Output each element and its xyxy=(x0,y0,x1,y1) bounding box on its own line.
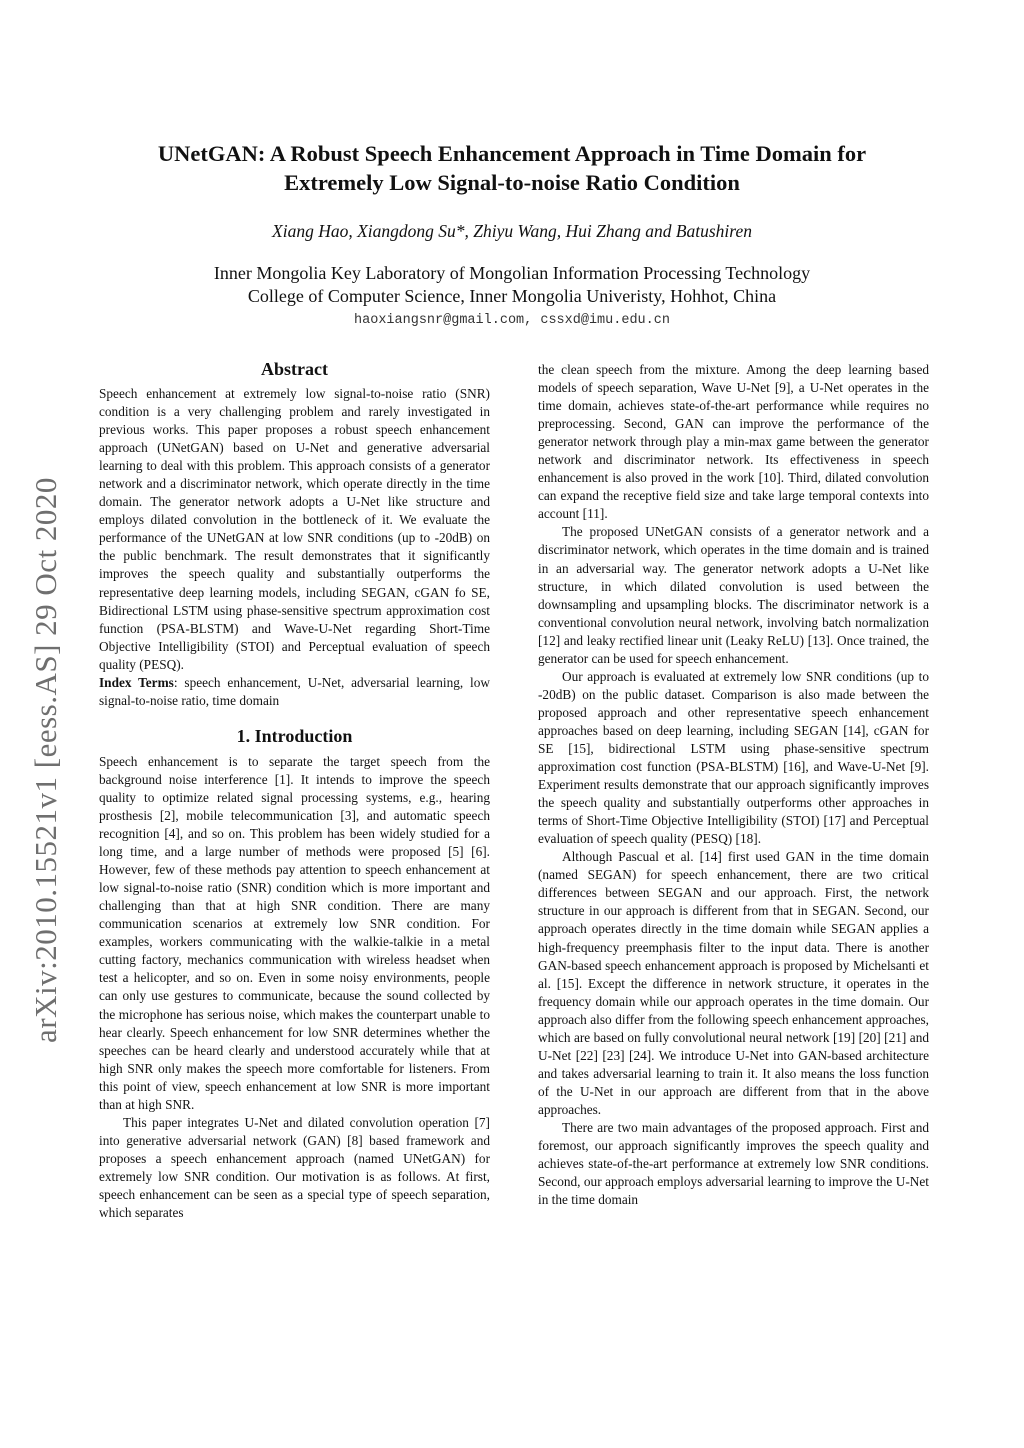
index-terms xyxy=(99,674,490,710)
right-paragraph-5: There are two main advantages of the proposed approach. First and foremost, our approach significantly improves the speech quality and achieves state-of-the-art performance at extremely low SNR conditions. Second, our approach employs adversarial learning to improve the U-Net in the time domain xyxy=(538,1119,929,1208)
abstract-heading: Abstract xyxy=(261,359,328,379)
right-column xyxy=(538,361,929,1209)
intro-paragraph-1: Speech enhancement is to separate the target speech from the background noise interference [1]. It intends to improve the speech quality to optimize related signal processing systems, e.g., hearing prosthesis [2], mobile telecommunication [3], and automatic speech recognition [4], and so on. This problem has been widely studied for a long time, and a large number of methods were proposed [5] [6]. However, few of these methods pay attention to speech enhancement at low signal-to-noise ratio (SNR) condition which is more important and challenging than that at high SNR condition. There are many communication scenarios at extremely low SNR condition. For examples, workers communicating with the walkie-talkie in a metal cutting factory, mechanics communication with wireless headset when test a helicopter, and so on. Even in some noisy environments, people can only use gestures to communicate, because the sound collected by the microphone has serious noise, which makes the counterpart unable to hear clearly. Speech enhancement for low SNR determines whether the speeches can be heard clearly and understood accurately while that at high SNR only makes the speech more comfortable for listeners. From this point of view, speech enhancement at low SNR is more important than at high SNR. xyxy=(99,753,490,1112)
intro-paragraph-2: This paper integrates U-Net and dilated convolution operation [7] into generative adversarial network (GAN) [8] based framework and proposes a speech enhancement approach (named UNetGAN) for extremely low SNR condition. Our motivation is as follows. At first, speech enhancement can be seen as a special type of speech separation, which separates xyxy=(99,1114,490,1221)
right-paragraph-2: The proposed UNetGAN consists of a generator network and a discriminator network, which operates in the time domain and is trained in an adversarial way. The generator network adopts a U-Net like structure, in which dilated convolution is used between the downsampling and upsampling blocks. The discriminator network is a conventional convolution neural network, involving batch normalization [12] and leaky rectified linear unit (Leaky ReLU) [13]. Once trained, the generator can be used for speech enhancement. xyxy=(538,524,929,666)
affiliation-line-1: Inner Mongolia Key Laboratory of Mongolian Information Processing Technology xyxy=(213,263,811,283)
index-terms-label: Index Terms xyxy=(99,674,174,690)
right-paragraph-4: Although Pascual et al. [14] first used GAN in the time domain (named SEGAN) for speech enhancement, there are two critical differences between SEGAN and our approach. First, the network structure in our approach is different from that in SEGAN. Second, our approach operates directly in the time domain while SEGAN applies a high-frequency preemphasis filter to the input data. There is another GAN-based speech enhancement approach is proposed by Michelsanti et al. [15]. Except the difference in network structure, it operates in the frequency domain while our approach operates in the time domain. Our approach also differ from the following speech enhancement approaches, which are based on fully convolutional neural network [19] [20] [21] and U-Net [22] [23] [24]. We introduce U-Net into GAN-based architecture and takes adversarial learning to train it. It also means the loss function of the U-Net in our approach are different from that in the above approaches. xyxy=(538,849,929,1117)
index-terms-text: : speech enhancement, U-Net, adversarial learning, low signal-to-noise ratio, time domain xyxy=(99,674,490,708)
right-paragraph-1: the clean speech from the mixture. Among the deep learning based models of speech separation, Wave U-Net [9], a U-Net operates in the time domain, achieves state-of-the-art performance while requires no preprocessing. Second, GAN can improve the performance of the generator network through play a min-max game between the generator network and discriminator network. Its effectiveness in speech enhancement is also proved in the work [10]. Third, dilated convolution can expand the receptive field size and take large temporal contexts into account [11]. xyxy=(538,362,929,522)
affiliation-block xyxy=(90,262,934,308)
left-column xyxy=(99,357,490,1222)
arxiv-identifier: arXiv:2010.15521v1 [eess.AS] 29 Oct 2020 xyxy=(28,477,64,1043)
right-paragraph-3: Our approach is evaluated at extremely low SNR conditions (up to -20dB) on the public dataset. Comparison is also made between the proposed approach and other representative speech enhancement approaches based on deep learning, including SEGAN [14], cGAN for SE [15], bidirectional LSTM using phase-sensitive spectrum approximation cost function (PSA-BLSTM) [16], and Wave-U-Net [9]. Experiment results demonstrate that our approach significantly improves the speech quality and substantially outperforms other approaches in terms of Short-Time Objective Intelligibility (STOI) [17] and Perceptual evaluation of speech quality (PESQ) [18]. xyxy=(538,668,929,847)
introduction-heading: 1. Introduction xyxy=(236,725,353,746)
paper-title-line-2: Extremely Low Signal-to-noise Ratio Condition xyxy=(284,170,740,195)
contact-emails: haoxiangsnr@gmail.com, cssxd@imu.edu.cn xyxy=(354,313,670,328)
author-list: Xiang Hao, Xiangdong Su*, Zhiyu Wang, Hui Zhang and Batushiren xyxy=(272,221,752,241)
affiliation-line-2: College of Computer Science, Inner Mongolia Univeristy, Hohhot, China xyxy=(247,286,777,306)
paper-title xyxy=(90,139,934,197)
arxiv-identifier-stamp xyxy=(16,440,76,1080)
paper-title-line-1: UNetGAN: A Robust Speech Enhancement Approach in Time Domain for xyxy=(157,141,867,166)
abstract-text: Speech enhancement at extremely low signal-to-noise ratio (SNR) condition is a very challenging problem and rarely investigated in previous works. This paper proposes a robust speech enhancement approach (UNetGAN) based on U-Net and generative adversarial learning to deal with this problem. This approach consists of a generator network and a discriminator network, which operate directly in the time domain. The generator network adopts a U-Net like structure and employs dilated convolution in the bottleneck of it. We evaluate the performance of the UNetGAN at low SNR conditions (up to -20dB) on the public benchmark. The result demonstrates that it significantly improves the speech quality and substantially outperforms the representative deep learning models, including SEGAN, cGAN fo SE, Bidirectional LSTM using phase-sensitive spectrum approximation cost function (PSA-BLSTM) and Wave-U-Net regarding Short-Time Objective Intelligibility (STOI) and Perceptual evaluation of speech quality (PESQ). xyxy=(99,386,490,672)
